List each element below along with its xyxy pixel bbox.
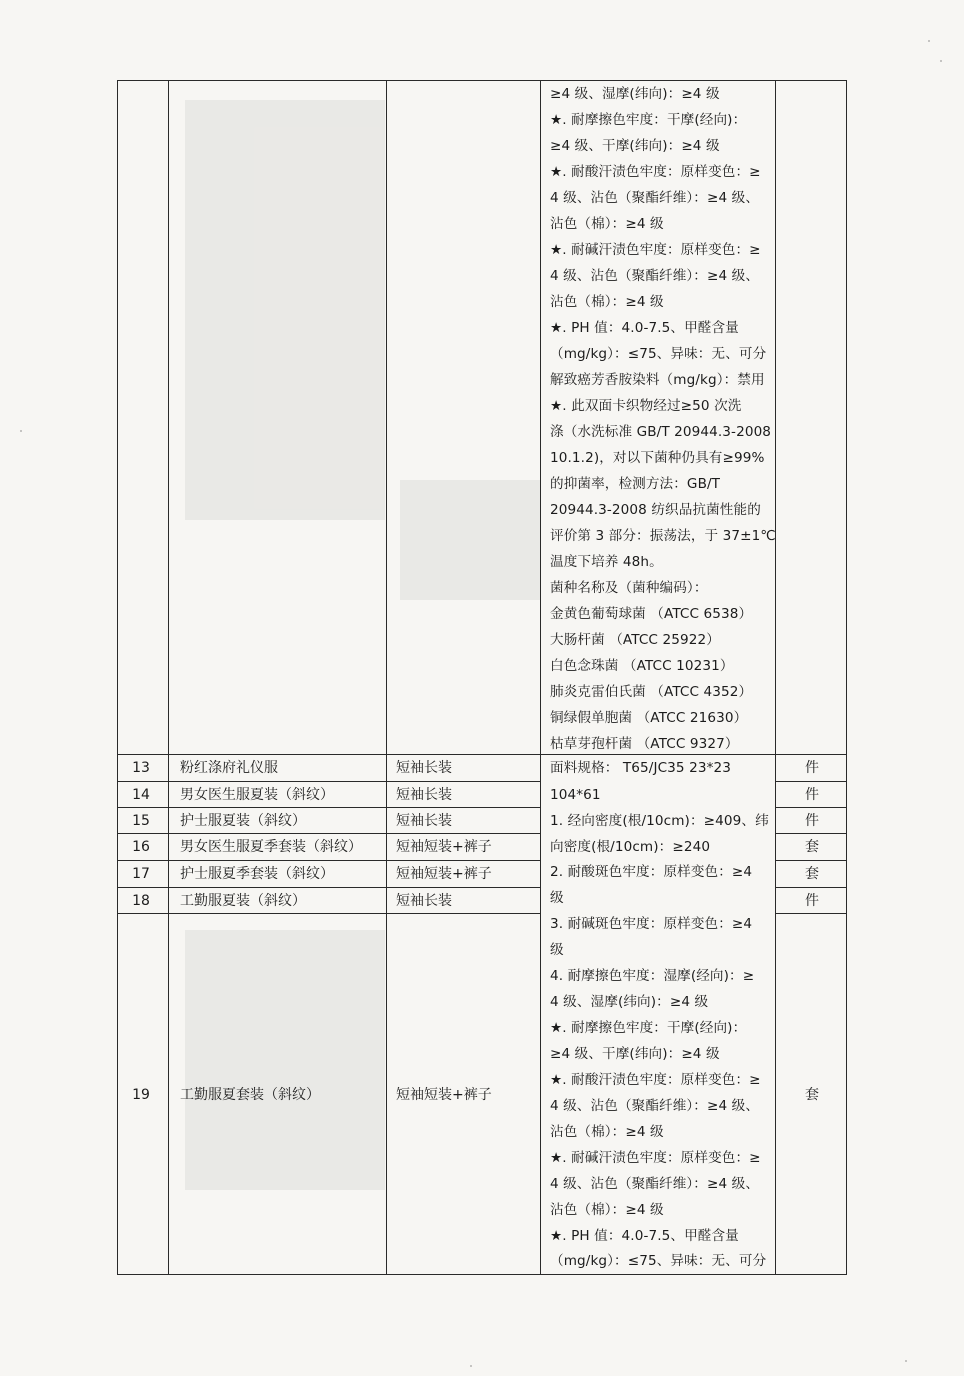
spec-line: 沾色（棉）：≥4 级	[550, 216, 664, 232]
scan-speck	[940, 60, 942, 62]
unit: 件	[805, 787, 819, 803]
product-name: 粉红涤府礼仪服	[180, 760, 278, 776]
spec-line: 肺炎克雷伯氏菌 （ATCC 4352）	[550, 684, 753, 700]
table-col-divider	[775, 80, 776, 1275]
product-name: 护士服夏装（斜纹）	[180, 813, 306, 829]
spec-line: ★. 此双面卡织物经过≥50 次洗	[550, 398, 742, 414]
spec-line: 4 级、沾色（聚酯纤维）：≥4 级、	[550, 1098, 760, 1114]
garment-style: 短袖长装	[396, 893, 452, 909]
product-name: 护士服夏季套装（斜纹）	[180, 866, 334, 882]
spec-line: ≥4 级、干摩(纬向)：≥4 级	[550, 138, 720, 154]
spec-line: 评价第 3 部分：振荡法，于 37±1℃	[550, 528, 776, 544]
spec-line: 大肠杆菌 （ATCC 25922）	[550, 632, 720, 648]
row-number: 13	[132, 760, 150, 776]
spec-line: （mg/kg）：≤75、异味：无、可分	[550, 1253, 767, 1269]
spec-line: 枯草芽孢杆菌 （ATCC 9327）	[550, 736, 739, 752]
scan-speck	[20, 430, 22, 432]
spec-line: ≥4 级、湿摩(纬向)：≥4 级	[550, 86, 720, 102]
unit: 套	[805, 1087, 819, 1103]
row-number: 14	[132, 787, 150, 803]
spec-line: 金黄色葡萄球菌 （ATCC 6538）	[550, 606, 753, 622]
spec-line: 向密度(根/10cm)：≥240	[550, 839, 711, 855]
spec-line: 20944.3-2008 纺织品抗菌性能的	[550, 502, 761, 518]
unit: 套	[805, 866, 819, 882]
spec-line: 3. 耐碱斑色牢度：原样变色：≥4	[550, 916, 753, 932]
spec-line: 沾色（棉）：≥4 级	[550, 1202, 664, 1218]
product-name: 男女医生服夏季套装（斜纹）	[180, 839, 362, 855]
table-border-right	[846, 80, 847, 1275]
garment-style: 短袖长装	[396, 787, 452, 803]
garment-style: 短袖短装+裤子	[396, 839, 492, 855]
table-col-divider	[540, 80, 541, 1275]
spec-line: 级	[550, 890, 564, 906]
spec-line: 涤（水洗标准 GB/T 20944.3-2008	[550, 424, 772, 440]
row-number: 15	[132, 813, 150, 829]
spec-line: 4 级、湿摩(纬向)：≥4 级	[550, 994, 709, 1010]
spec-line: 解致癌芳香胺染料（mg/kg）：禁用	[550, 372, 765, 388]
spec-line: 10.1.2)，对以下菌种仍具有≥99%	[550, 450, 765, 466]
spec-line: ★. 耐碱汗渍色牢度：原样变色：≥	[550, 242, 761, 258]
spec-line: ★. PH 值：4.0-7.5、甲醛含量	[550, 1228, 739, 1244]
row-number: 17	[132, 866, 150, 882]
spec-line: （mg/kg）：≤75、异味：无、可分	[550, 346, 767, 362]
spec-line: 温度下培养 48h。	[550, 554, 663, 570]
scan-speck	[928, 40, 930, 42]
spec-line: 菌种名称及（菌种编码）：	[550, 580, 708, 596]
spec-line: 4 级、沾色（聚酯纤维）：≥4 级、	[550, 268, 760, 284]
bleed-through-block	[185, 100, 385, 520]
spec-line: ★. 耐酸汗渍色牢度：原样变色：≥	[550, 1072, 761, 1088]
table-border-bottom	[117, 1274, 847, 1275]
unit: 件	[805, 813, 819, 829]
product-name: 工勤服夏装（斜纹）	[180, 893, 306, 909]
spec-line: 1. 经向密度(根/10cm)：≥409、纬	[550, 813, 769, 829]
spec-line: 4 级、沾色（聚酯纤维）：≥4 级、	[550, 1176, 760, 1192]
unit: 件	[805, 760, 819, 776]
table-col-divider	[168, 80, 169, 1275]
spec-line: 铜绿假单胞菌 （ATCC 21630）	[550, 710, 748, 726]
scan-speck	[470, 1365, 472, 1367]
row-number: 16	[132, 839, 150, 855]
garment-style: 短袖短装+裤子	[396, 866, 492, 882]
spec-line: 沾色（棉）：≥4 级	[550, 1124, 664, 1140]
product-name: 男女医生服夏装（斜纹）	[180, 787, 334, 803]
table-border-top	[117, 80, 847, 81]
spec-line: 4 级、沾色（聚酯纤维）：≥4 级、	[550, 190, 760, 206]
unit: 套	[805, 839, 819, 855]
spec-line: ★. 耐摩擦色牢度：干摩(经向)：	[550, 1020, 747, 1036]
garment-style: 短袖长装	[396, 813, 452, 829]
spec-line: 白色念珠菌 （ATCC 10231）	[550, 658, 734, 674]
spec-line: ★. PH 值：4.0-7.5、甲醛含量	[550, 320, 739, 336]
bleed-through-block	[400, 480, 540, 600]
table-border-left	[117, 80, 118, 1275]
spec-line: 2. 耐酸斑色牢度：原样变色：≥4	[550, 864, 753, 880]
spec-line: ★. 耐摩擦色牢度：干摩(经向)：	[550, 112, 747, 128]
table-col-divider	[386, 80, 387, 1275]
bleed-through-block	[185, 930, 385, 1190]
unit: 件	[805, 893, 819, 909]
scan-speck	[905, 1360, 907, 1362]
row-number: 19	[132, 1087, 150, 1103]
product-name: 工勤服夏套装（斜纹）	[180, 1087, 320, 1103]
spec-line: 级	[550, 942, 564, 958]
spec-line: ≥4 级、干摩(纬向)：≥4 级	[550, 1046, 720, 1062]
spec-line: 104*61	[550, 787, 601, 803]
garment-style: 短袖短装+裤子	[396, 1087, 492, 1103]
spec-line: 的抑菌率，检测方法：GB/T	[550, 476, 721, 492]
spec-line: 沾色（棉）：≥4 级	[550, 294, 664, 310]
spec-line: 4. 耐摩擦色牢度：湿摩(经向)：≥	[550, 968, 755, 984]
spec-line: ★. 耐碱汗渍色牢度：原样变色：≥	[550, 1150, 761, 1166]
garment-style: 短袖长装	[396, 760, 452, 776]
row-number: 18	[132, 893, 150, 909]
spec-line: ★. 耐酸汗渍色牢度：原样变色：≥	[550, 164, 761, 180]
spec-line: 面料规格： T65/JC35 23*23	[550, 760, 731, 776]
